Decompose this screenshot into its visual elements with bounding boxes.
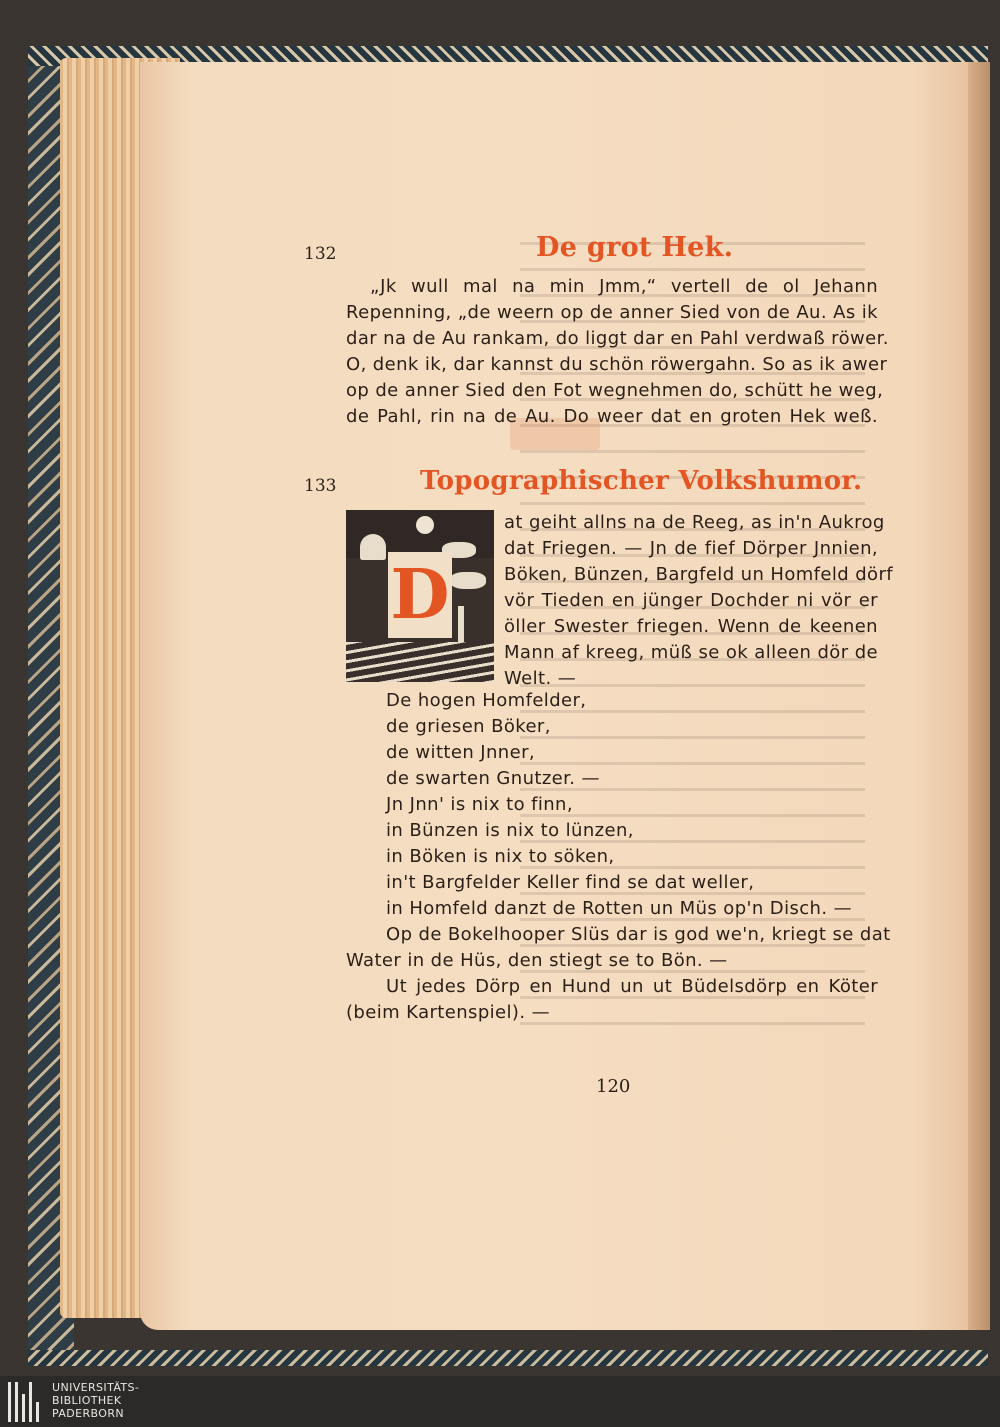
sun-icon: [416, 516, 434, 534]
text-line: Op de Bokelhooper Slüs dar is god we'n, kriegt se dat: [386, 924, 891, 945]
decorated-initial: [346, 510, 494, 682]
text-line: Repenning, „de weern op de anner Sied von de Au. As ik: [346, 302, 878, 323]
verse-line: de swarten Gnutzer. —: [386, 768, 600, 789]
text-line: vör Tieden en jünger Dochder ni vör er: [504, 590, 878, 611]
text-line: Welt. —: [504, 668, 577, 689]
verse-line: de griesen Böker,: [386, 716, 551, 737]
text-line: Böken, Bünzen, Bargfeld un Homfeld dörf: [504, 564, 894, 585]
text-line: at geiht allns na de Reeg, as in'n Aukrog: [504, 512, 885, 533]
library-name: [52, 1381, 139, 1420]
verse-line: in Böken is nix to söken,: [386, 846, 615, 867]
section-heading-volkshumor: Topographischer Volkshumor.: [420, 466, 863, 496]
page-number: 120: [596, 1076, 631, 1097]
text-line: Mann af kreeg, müß se ok alleen dör de: [504, 642, 878, 663]
woodcut-ground: [346, 642, 494, 682]
library-logo-icon: [8, 1382, 42, 1422]
section-133-beside-initial: [504, 510, 894, 692]
verse-line: Jn Jnn' is nix to finn,: [386, 794, 573, 815]
section-number-133: 133: [304, 476, 337, 496]
initial-letter: D: [388, 552, 452, 638]
figure-icon: [360, 534, 386, 560]
text-line: Ut jedes Dörp en Hund un ut Büdelsdörp en Köter: [386, 976, 878, 997]
section-number-132: 132: [304, 244, 337, 264]
library-name-line: PADERBORN: [52, 1407, 125, 1420]
text-line: öller Swester friegen. Wenn de keenen: [504, 616, 878, 637]
verse-line: De hogen Homfelder,: [386, 690, 587, 711]
page-right-edge: [968, 62, 990, 1330]
text-line: op de anner Sied den Fot wegnehmen do, schütt he weg,: [346, 380, 884, 401]
text-line: dat Friegen. — Jn de fief Dörper Jnnien,: [504, 538, 878, 559]
text-line: „Jk wull mal na min Jmm,“ vertell de ol Jehann: [370, 276, 878, 297]
library-name-line: BIBLIOTHEK: [52, 1394, 122, 1407]
section-133-verse: [386, 688, 878, 924]
section-133-closing: [346, 922, 891, 1028]
text-line: O, denk ik, dar kannst du schön röwergahn. So as ik awer: [346, 354, 888, 375]
verse-line: in Bünzen is nix to lünzen,: [386, 820, 634, 841]
text-line: (beim Kartenspiel). —: [346, 1002, 550, 1023]
text-line: dar na de Au rankam, do liggt dar en Pahl verdwaß röwer.: [346, 328, 889, 349]
library-footer: [0, 1376, 1000, 1427]
section-heading-grot-hek: De grot Hek.: [536, 232, 734, 263]
verse-line: in Homfeld danzt de Rotten un Müs op'n Disch. —: [386, 898, 852, 919]
sheep-icon: [450, 572, 486, 589]
section-132-text: [346, 274, 889, 434]
library-name-line: UNIVERSITÄTS-: [52, 1381, 140, 1394]
text-line: de Pahl, rin na de Au. Do weer dat en groten Hek weß.: [346, 406, 878, 427]
verse-line: de witten Jnner,: [386, 742, 535, 763]
verse-line: in't Bargfelder Keller find se dat weller,: [386, 872, 755, 893]
text-line: Water in de Hüs, den stiegt se to Bön. —: [346, 950, 728, 971]
book-cover-bottom: [28, 1350, 988, 1366]
